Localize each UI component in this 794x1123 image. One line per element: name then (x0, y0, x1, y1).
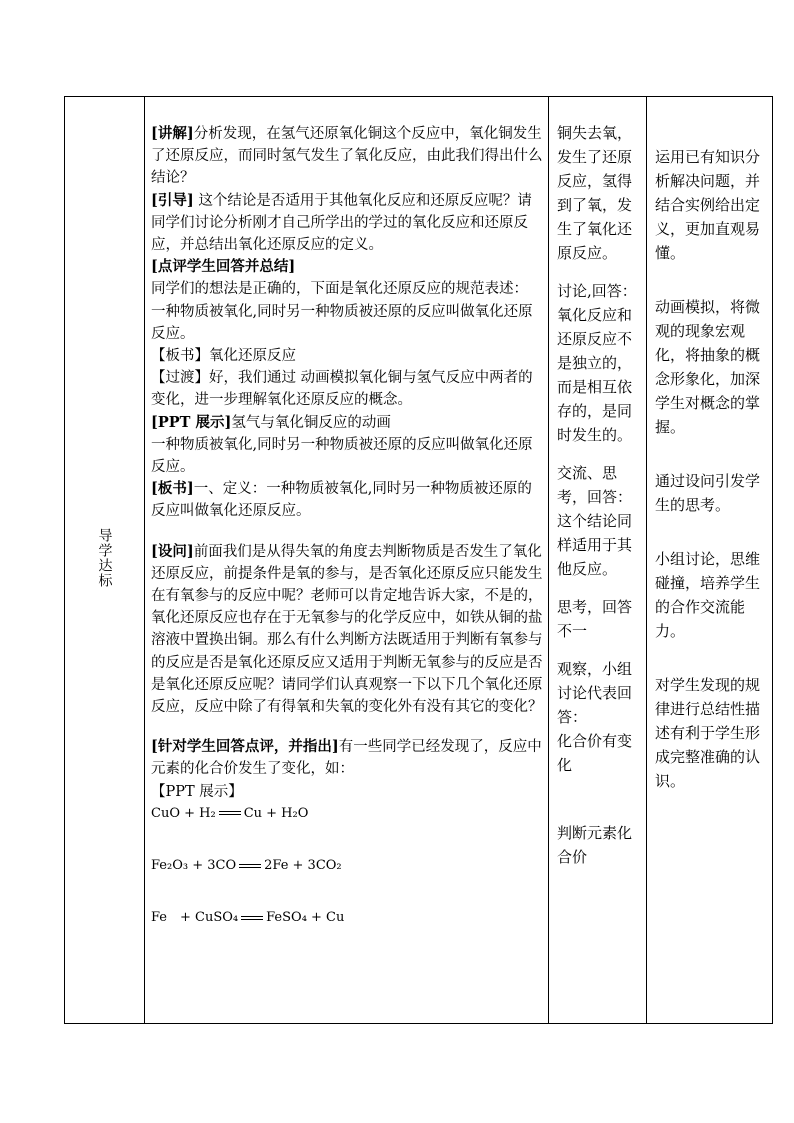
student-note-6: 观察，小组讨论代表回答： (557, 660, 633, 726)
tag-lecture: [讲解] (151, 125, 194, 142)
tag-board: [板书] (151, 480, 194, 498)
paragraph-feedback (151, 736, 544, 780)
text-ppt-2: 【PPT 展示】 (151, 783, 243, 800)
intent-note-1: 运用已有知识分析解决问题，并结合实例给出定义，更加直观易懂。 (655, 148, 761, 262)
tag-comment: [点评学生回答并总结] (151, 258, 296, 276)
intent-note-5: 对学生发现的规律进行总结性描述有利于学生形成完整准确的认识。 (655, 676, 761, 790)
paragraph-comment (151, 256, 544, 278)
design-intent-cell (647, 97, 773, 1024)
stage-label: 导学达标 (96, 528, 113, 588)
text-board-title: 【板书】氧化还原反应 (151, 348, 296, 365)
student-note-8: 判断元素化合价 (557, 824, 633, 866)
text-transition: 【过渡】好，我们通过 动画模拟氧化铜与氢气反应中两者的变化，进一步理解氧化还原反应的概念。 (151, 370, 533, 409)
equals-sign-icon (219, 811, 241, 815)
text-statement: 同学们的想法是正确的，下面是氧化还原反应的规范表述： (151, 281, 528, 298)
text-ppt: 氢气与氧化铜反应的动画 (231, 414, 391, 431)
paragraph-transition (151, 367, 544, 411)
text-definition-2: 一种物质被氧化,同时另一种物质被还原的反应叫做氧化还原反应。 (151, 436, 533, 476)
equals-sign-icon (241, 916, 263, 920)
paragraph-question (151, 541, 544, 719)
tag-question: [设问] (151, 542, 194, 560)
student-note-1: 铜失去氧，发生了还原反应，氢得到了氧，发生了氧化还原反应。 (557, 124, 633, 262)
paragraph-statement (151, 278, 544, 300)
paragraph-definition (151, 301, 544, 345)
tag-feedback: [针对学生回答点评，并指出] (151, 738, 339, 756)
text-lecture: 分析发现，在氢气还原氧化铜这个反应中，氧化铜发生了还原反应，而同时氢气发生了氧化反应，由此我们得出什么结论？ (151, 126, 543, 187)
student-note-3: 交流、思考，回答： (557, 464, 633, 506)
paragraph-guide (151, 190, 544, 257)
intent-note-3: 通过设问引发学生的思考。 (655, 472, 761, 514)
lesson-plan-table (64, 96, 773, 1024)
equation-2: Fe₂O₃ + 3CO 2Fe + 3CO₂ (151, 858, 342, 874)
stage-cell (65, 97, 145, 1024)
text-board-definition: 一、定义：一种物质被氧化,同时另一种物质被还原的反应叫做氧化还原反应。 (151, 481, 532, 520)
paragraph-board-title (151, 345, 544, 367)
equation-1: CuO + H₂ Cu + H₂O (151, 805, 309, 821)
text-definition: 一种物质被氧化,同时另一种物质被还原的反应叫做氧化还原反应。 (151, 303, 533, 342)
teacher-activity-cell (145, 97, 549, 1024)
tag-ppt: [PPT 展示] (151, 413, 232, 431)
text-question: 前面我们是从得失氧的角度去判断物质是否发生了氧化还原反应，前提条件是氧的参与，是否氧化还原反应只能发生在有氧参与的反应中呢？老师可以肯定地告诉大家，不是的，氧化还原反应也存在于无氧参与的化学反应中，如铁从铜的盐溶液中置换出铜。那么有什么判断方法既适用于判断有氧参与的反应是否是氧化还原反应又适用于判断无氧参与的反应是否是氧化还原反应呢？请同学们认真观察一下以下几个氧化还原反应，反应中除了有得氧和失氧的变化外有没有其它的变化？ (151, 543, 543, 716)
tag-guide: [引导] (151, 191, 194, 209)
paragraph-lecture (151, 123, 544, 190)
text-guide: 这个结论是否适用于其他氧化反应和还原反应呢？请同学们讨论分析刚才自己所学出的学过的氧化反应和还原反应，并总结出氧化还原反应的定义。 (151, 192, 532, 254)
paragraph-board-definition (151, 478, 544, 522)
paragraph-ppt-2 (151, 781, 544, 803)
intent-note-2: 动画模拟，将微观的现象宏观化，将抽象的概念形象化，加深学生对概念的掌握。 (655, 298, 761, 436)
student-note-2: 讨论,回答：氧化反应和还原反应不是独立的，而是相互依存的，是同时发生的。 (557, 282, 637, 444)
paragraph-definition-2 (151, 434, 544, 478)
student-note-5: 思考，回答不一 (557, 598, 633, 640)
paragraph-ppt (151, 412, 544, 434)
student-note-4: 这个结论同样适用于其他反应。 (557, 512, 633, 578)
student-note-7: 化合价有变化 (557, 732, 633, 774)
text-feedback: 有一些同学已经发现了，反应中元素的化合价发生了变化，如： (151, 739, 542, 778)
intent-note-4: 小组讨论，思维碰撞，培养学生的合作交流能力。 (655, 550, 761, 640)
equation-3: Fe + CuSO₄ FeSO₄ + Cu (151, 910, 345, 926)
equals-sign-icon (239, 864, 261, 868)
student-activity-cell (549, 97, 647, 1024)
table-row (65, 97, 773, 1024)
